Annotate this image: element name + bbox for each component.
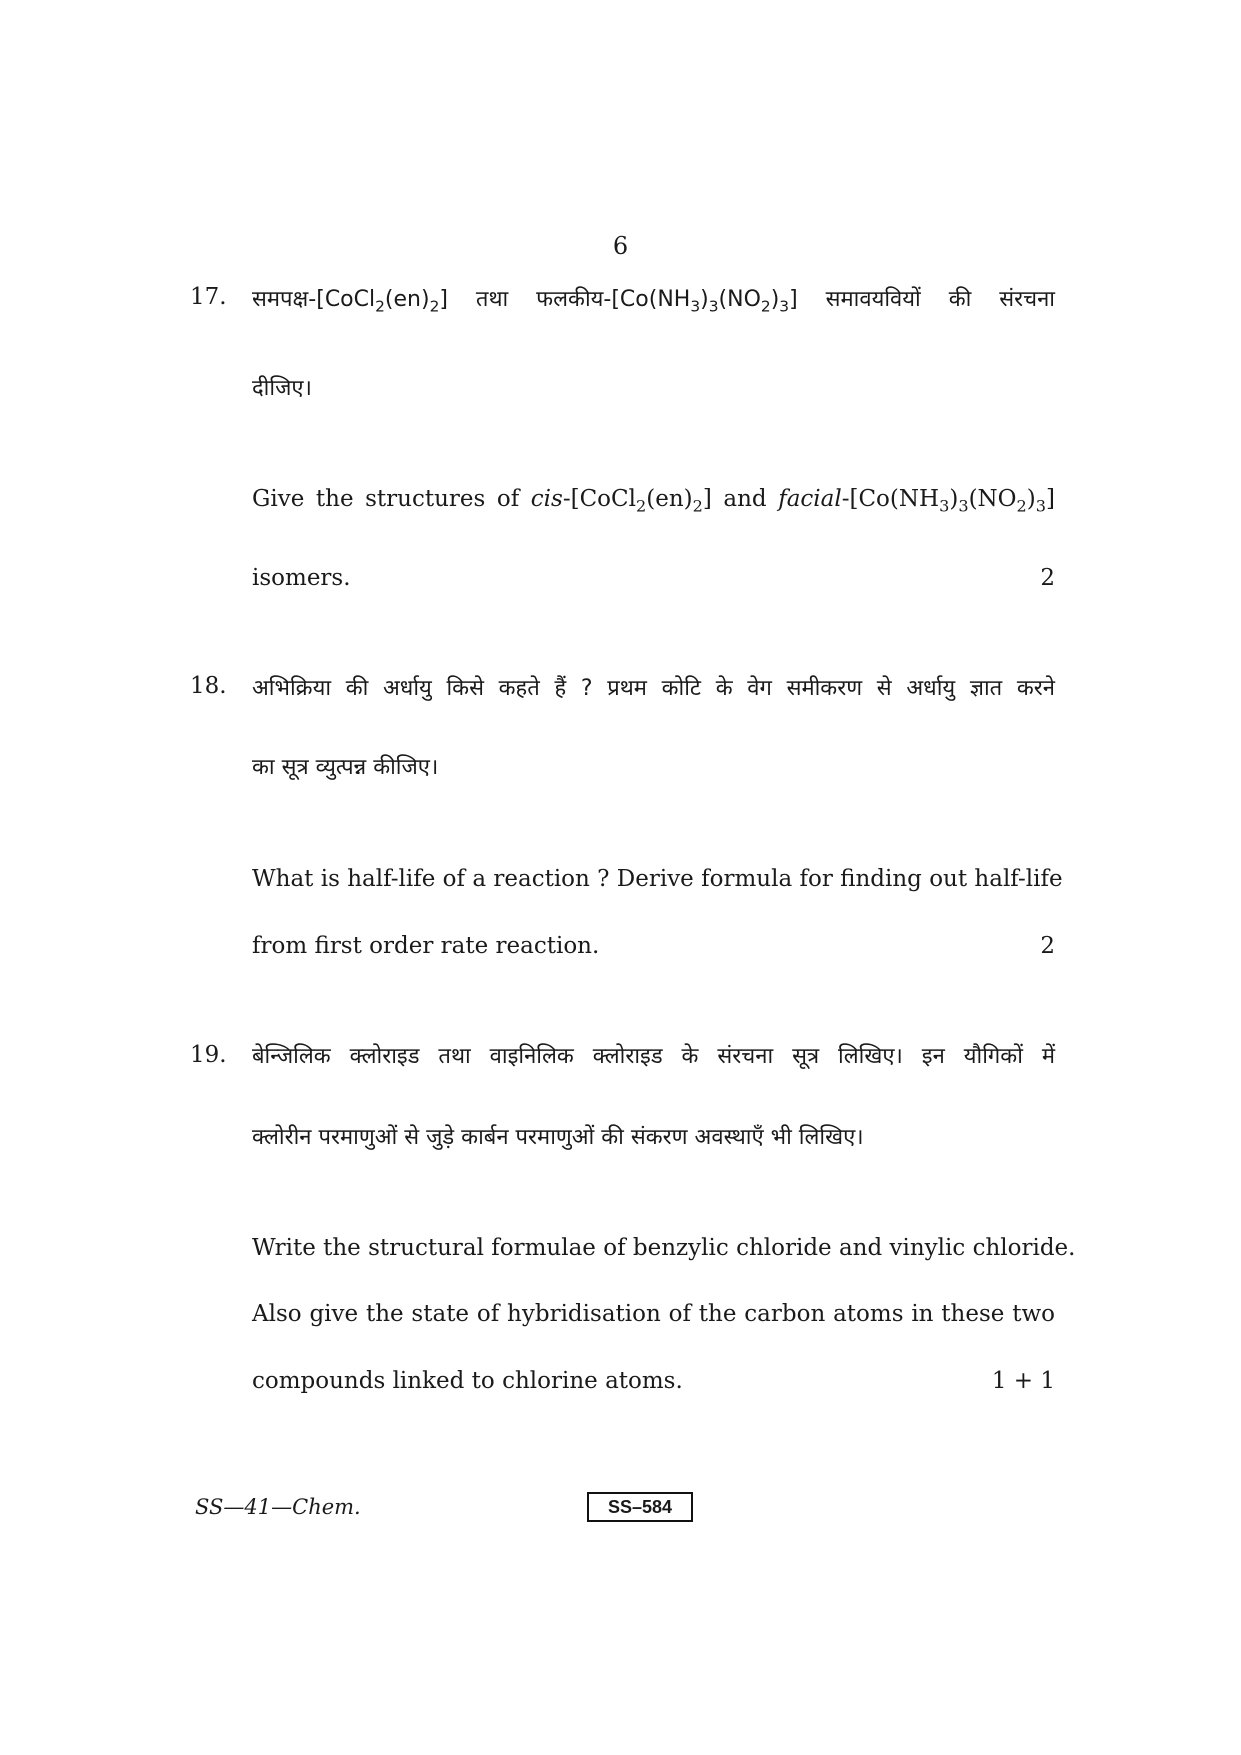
question-19-english-line3-text: compounds linked to chlorine atoms.: [252, 1368, 683, 1394]
question-19-marks: 1 + 1: [991, 1368, 1055, 1394]
question-18-number: 18.: [190, 673, 227, 699]
question-19-hindi-line2: क्लोरीन परमाणुओं से जुड़े कार्बन परमाणुओं की संकरण अवस्थाएँ भी लिखिए।: [252, 1125, 864, 1150]
question-17-hindi-line1: $समपक्ष-[CoCl_2(en)_2]$ तथा $फलकीय-[Co(NH_3)_3(NO_2)_3]$ समावयवियों की संरचना: [252, 287, 1055, 316]
question-18-hindi-line1: अभिक्रिया की अर्धायु किसे कहते हैं ? प्रथम कोटि के वेग समीकरण से अर्धायु ज्ञात करने: [252, 676, 1055, 701]
question-17-marks: 2: [1040, 565, 1055, 591]
question-18-english-line2-text: from first order rate reaction.: [252, 933, 600, 959]
question-18-hindi-line2: का सूत्र व्युत्पन्न कीजिए।: [252, 755, 439, 780]
question-17-english-line1: Give the structures of cis-$[CoCl_2(en)_2]$ and facial-$[Co(NH_3)_3(NO_2)_3]$: [252, 486, 1055, 516]
question-18-marks: 2: [1040, 933, 1055, 959]
question-17-english-line2: [252, 562, 1055, 594]
question-17-hindi-line2: दीजिए।: [252, 376, 312, 401]
question-17-english-line2-text: isomers.: [252, 565, 351, 591]
page-number: 6: [612, 232, 629, 260]
question-19-english-line1: Write the structural formulae of benzylic chloride and vinylic chloride.: [252, 1235, 1076, 1261]
question-19-hindi-line1: बेन्जिलिक क्लोराइड तथा वाइनिलिक क्लोराइड के संरचना सूत्र लिखिए। इन यौगिकों में: [252, 1044, 1055, 1069]
question-18-english-line2: [252, 930, 1055, 962]
question-19-english-line2: Also give the state of hybridisation of the carbon atoms in these two: [252, 1301, 1055, 1327]
question-19-number: 19.: [190, 1042, 227, 1068]
footer-ss-code: SS–584: [587, 1492, 693, 1522]
footer-paper-code: SS—41—Chem.: [195, 1495, 361, 1519]
question-17-number: 17.: [190, 284, 227, 310]
question-19-english-line3: [252, 1365, 1055, 1397]
question-18-english-line1: What is half-life of a reaction ? Derive formula for finding out half-life: [252, 866, 1063, 892]
